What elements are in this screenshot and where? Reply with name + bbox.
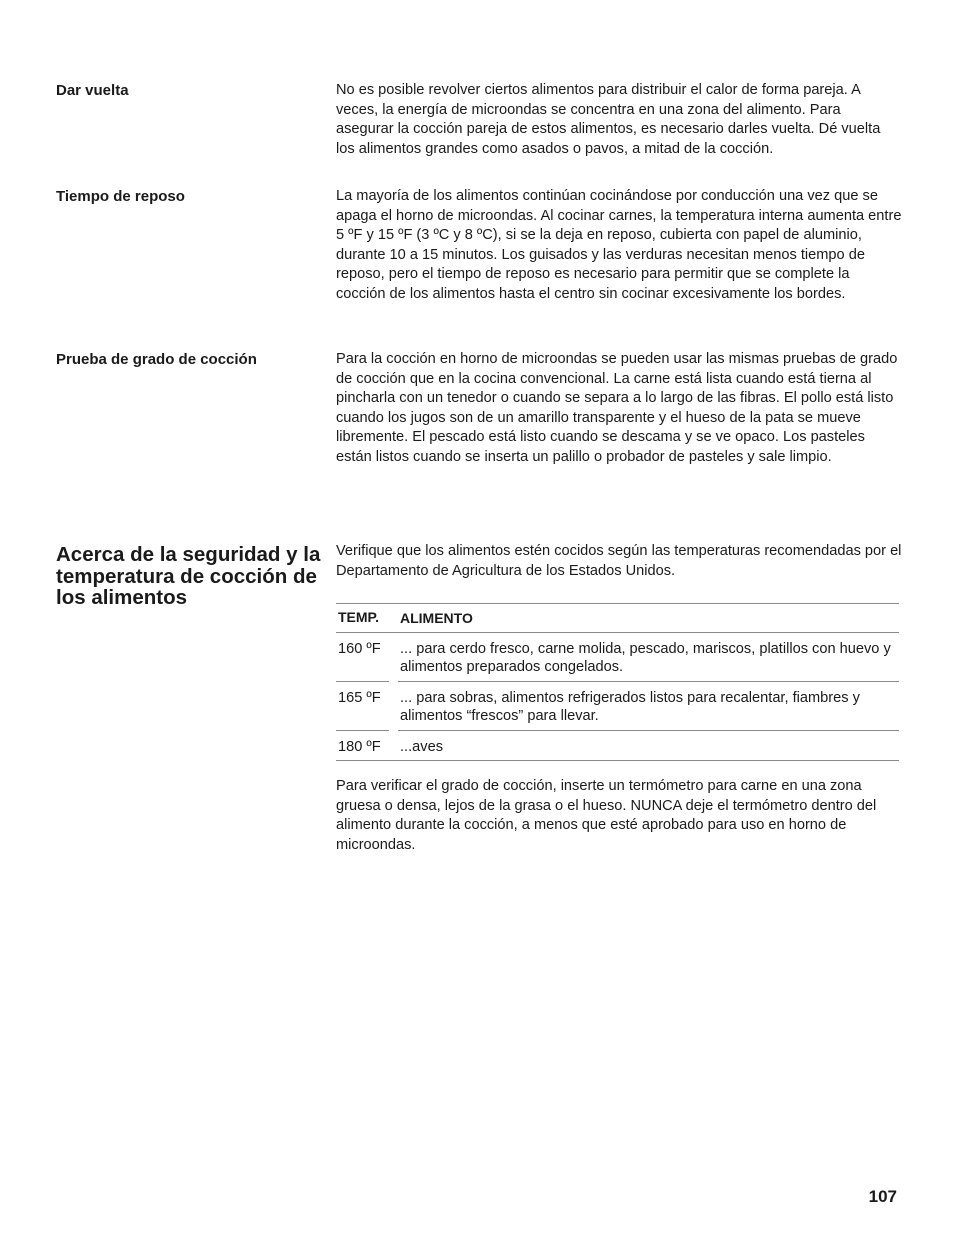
term-tiempo-de-reposo: Tiempo de reposo (56, 188, 185, 205)
row-divider (336, 760, 899, 761)
table-cell-food: ... para sobras, alimentos refrigerados listos para recalentar, fiambres y alimentos “frescos” para llevar. (400, 690, 860, 724)
table-row (336, 633, 899, 682)
table-header-row (336, 603, 899, 633)
table-header-temp: TEMP. (338, 609, 379, 625)
term-dar-vuelta: Dar vuelta (56, 82, 129, 99)
table-cell-food: ...aves (400, 739, 443, 755)
section-heading: Acerca de la seguridad y la temperatura de cocción de los alimentos (56, 543, 321, 609)
temperature-table (336, 603, 899, 761)
table-row (336, 682, 899, 731)
page-number: 107 (868, 1187, 897, 1206)
table-cell-temp: 160 ºF (338, 641, 381, 657)
table-header-food: ALIMENTO (400, 610, 473, 626)
description-tiempo-de-reposo: La mayoría de los alimentos continúan cocinándose por conducción una vez que se apaga el horno de microondas. Al cocinar carnes, la temperatura interna aumenta entre 5 ºF y 15 ºF (3 ºC y 8 ºC), si se la deja en reposo, cubierta con papel de aluminio, durante 10 a 15 minutos. Los guisados y las verduras necesitan menos tiempo de reposo, pero el tiempo de reposo es necesario para permitir que se complete la cocción de los alimentos hasta el centro sin cocinar excesivamente los bordes. (336, 188, 902, 302)
table-cell-temp: 165 ºF (338, 690, 381, 706)
description-dar-vuelta: No es posible revolver ciertos alimentos para distribuir el calor de forma pareja. A veces, la energía de microondas se concentra en una zona del alimento. Para asegurar la cocción pareja de estos alimentos, es necesario darles vuelta. Dé vuelta los alimentos grandes como asados o pavos, a mitad de la cocción. (336, 82, 881, 157)
thermometer-note: Para verificar el grado de cocción, inserte un termómetro para carne en una zona gruesa o densa, lejos de la grasa o el hueso. NUNCA deje el termómetro dentro del alimento durante la cocción, a menos que esté aprobado para uso en horno de microondas. (336, 778, 877, 853)
table-cell-temp: 180 ºF (338, 739, 381, 755)
description-prueba-de-grado-de-coccion: Para la cocción en horno de microondas se pueden usar las mismas pruebas de grado de cocción que en la cocina convencional. La carne está lista cuando está tierna al pincharla con un tenedor o cuando se separa a lo largo de las fibras. El pollo está listo cuando los jugos son de un amarillo transparente y el hueso de la pata se mueve libremente. El pescado está listo cuando se descama y se ve opaco. Los pasteles están listos cuando se inserta un palillo o probador de pasteles y sale limpio. (336, 351, 898, 465)
table-row (336, 731, 899, 761)
term-prueba-de-grado-de-coccion: Prueba de grado de cocción (56, 351, 257, 368)
section-intro: Verifique que los alimentos estén cocidos según las temperaturas recomendadas por el Departamento de Agricultura de los Estados Unidos. (336, 543, 902, 579)
table-cell-food: ... para cerdo fresco, carne molida, pescado, mariscos, platillos con huevo y alimentos preparados congelados. (400, 641, 891, 675)
